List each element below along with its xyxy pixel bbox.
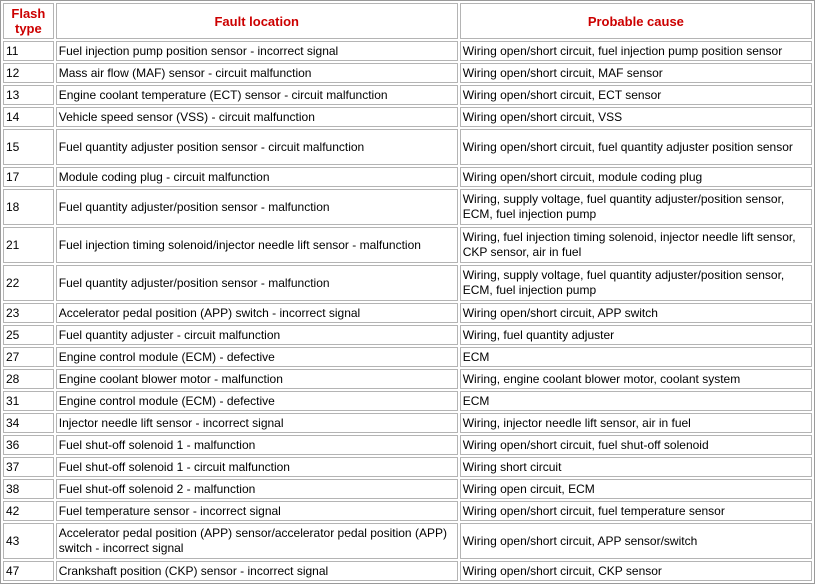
- flash-code-cell: 27: [3, 347, 54, 367]
- table-row: [3, 303, 812, 323]
- probable-cause-cell: Wiring open/short circuit, APP sensor/switch: [460, 523, 812, 559]
- flash-code-cell: 42: [3, 501, 54, 521]
- table-row: [3, 523, 812, 559]
- table-row: [3, 227, 812, 263]
- fault-location-cell: Accelerator pedal position (APP) switch - incorrect signal: [56, 303, 458, 323]
- table-row: [3, 435, 812, 455]
- probable-cause-cell: Wiring open circuit, ECM: [460, 479, 812, 499]
- probable-cause-cell: Wiring open/short circuit, VSS: [460, 107, 812, 127]
- fault-location-cell: Vehicle speed sensor (VSS) - circuit malfunction: [56, 107, 458, 127]
- probable-cause-cell: Wiring, supply voltage, fuel quantity adjuster/position sensor, ECM, fuel injection pump: [460, 265, 812, 301]
- probable-cause-cell: Wiring open/short circuit, fuel quantity adjuster position sensor: [460, 129, 812, 165]
- table-row: [3, 501, 812, 521]
- fault-location-cell: Engine coolant temperature (ECT) sensor - circuit malfunction: [56, 85, 458, 105]
- flash-code-cell: 38: [3, 479, 54, 499]
- fault-location-cell: Fuel shut-off solenoid 1 - circuit malfunction: [56, 457, 458, 477]
- probable-cause-cell: Wiring, injector needle lift sensor, air in fuel: [460, 413, 812, 433]
- probable-cause-cell: Wiring open/short circuit, MAF sensor: [460, 63, 812, 83]
- flash-code-cell: 15: [3, 129, 54, 165]
- header-row: [3, 3, 812, 39]
- flash-code-cell: 31: [3, 391, 54, 411]
- probable-cause-cell: Wiring open/short circuit, CKP sensor: [460, 561, 812, 581]
- probable-cause-cell: Wiring open/short circuit, ECT sensor: [460, 85, 812, 105]
- probable-cause-cell: Wiring open/short circuit, module coding plug: [460, 167, 812, 187]
- fault-location-cell: Engine coolant blower motor - malfunction: [56, 369, 458, 389]
- table-row: [3, 325, 812, 345]
- flash-code-cell: 36: [3, 435, 54, 455]
- header-flash-type: Flash type: [3, 3, 54, 39]
- table-row: [3, 129, 812, 165]
- probable-cause-cell: Wiring open/short circuit, fuel injection pump position sensor: [460, 41, 812, 61]
- probable-cause-cell: Wiring, fuel injection timing solenoid, injector needle lift sensor, CKP sensor, air in fuel: [460, 227, 812, 263]
- probable-cause-cell: Wiring open/short circuit, APP switch: [460, 303, 812, 323]
- flash-code-cell: 13: [3, 85, 54, 105]
- table-body: [3, 41, 812, 581]
- fault-location-cell: Accelerator pedal position (APP) sensor/accelerator pedal position (APP) switch - incorrect signal: [56, 523, 458, 559]
- table-row: [3, 41, 812, 61]
- probable-cause-cell: Wiring, engine coolant blower motor, coolant system: [460, 369, 812, 389]
- table-row: [3, 413, 812, 433]
- probable-cause-cell: Wiring, supply voltage, fuel quantity adjuster/position sensor, ECM, fuel injection pump: [460, 189, 812, 225]
- probable-cause-cell: ECM: [460, 347, 812, 367]
- probable-cause-cell: Wiring open/short circuit, fuel temperature sensor: [460, 501, 812, 521]
- header-probable-cause: Probable cause: [460, 3, 812, 39]
- flash-code-cell: 18: [3, 189, 54, 225]
- table-row: [3, 479, 812, 499]
- probable-cause-cell: Wiring, fuel quantity adjuster: [460, 325, 812, 345]
- flash-code-cell: 23: [3, 303, 54, 323]
- probable-cause-cell: Wiring open/short circuit, fuel shut-off solenoid: [460, 435, 812, 455]
- flash-code-cell: 22: [3, 265, 54, 301]
- fault-location-cell: Fuel quantity adjuster/position sensor - malfunction: [56, 265, 458, 301]
- fault-location-cell: Fuel injection pump position sensor - incorrect signal: [56, 41, 458, 61]
- table-row: [3, 167, 812, 187]
- fault-location-cell: Module coding plug - circuit malfunction: [56, 167, 458, 187]
- probable-cause-cell: ECM: [460, 391, 812, 411]
- flash-code-cell: 34: [3, 413, 54, 433]
- header-fault-location: Fault location: [56, 3, 458, 39]
- flash-code-cell: 21: [3, 227, 54, 263]
- table-row: [3, 561, 812, 581]
- flash-code-cell: 25: [3, 325, 54, 345]
- flash-code-cell: 11: [3, 41, 54, 61]
- flash-code-cell: 12: [3, 63, 54, 83]
- flash-code-cell: 14: [3, 107, 54, 127]
- table-row: [3, 85, 812, 105]
- fault-location-cell: Fuel quantity adjuster position sensor - circuit malfunction: [56, 129, 458, 165]
- fault-location-cell: Fuel shut-off solenoid 1 - malfunction: [56, 435, 458, 455]
- fault-location-cell: Fuel quantity adjuster/position sensor - malfunction: [56, 189, 458, 225]
- table-row: [3, 107, 812, 127]
- table-row: [3, 63, 812, 83]
- fault-location-cell: Engine control module (ECM) - defective: [56, 347, 458, 367]
- fault-location-cell: Injector needle lift sensor - incorrect signal: [56, 413, 458, 433]
- table-row: [3, 369, 812, 389]
- table-row: [3, 347, 812, 367]
- fault-location-cell: Crankshaft position (CKP) sensor - incorrect signal: [56, 561, 458, 581]
- table-row: [3, 457, 812, 477]
- flash-code-cell: 37: [3, 457, 54, 477]
- table-row: [3, 189, 812, 225]
- flash-code-cell: 28: [3, 369, 54, 389]
- fault-location-cell: Engine control module (ECM) - defective: [56, 391, 458, 411]
- probable-cause-cell: Wiring short circuit: [460, 457, 812, 477]
- fault-location-cell: Fuel shut-off solenoid 2 - malfunction: [56, 479, 458, 499]
- fault-location-cell: Fuel injection timing solenoid/injector needle lift sensor - malfunction: [56, 227, 458, 263]
- fault-location-cell: Fuel quantity adjuster - circuit malfunction: [56, 325, 458, 345]
- fault-location-cell: Fuel temperature sensor - incorrect signal: [56, 501, 458, 521]
- flash-code-cell: 43: [3, 523, 54, 559]
- table-row: [3, 391, 812, 411]
- flash-code-cell: 47: [3, 561, 54, 581]
- table-row: [3, 265, 812, 301]
- flash-code-cell: 17: [3, 167, 54, 187]
- fault-location-cell: Mass air flow (MAF) sensor - circuit malfunction: [56, 63, 458, 83]
